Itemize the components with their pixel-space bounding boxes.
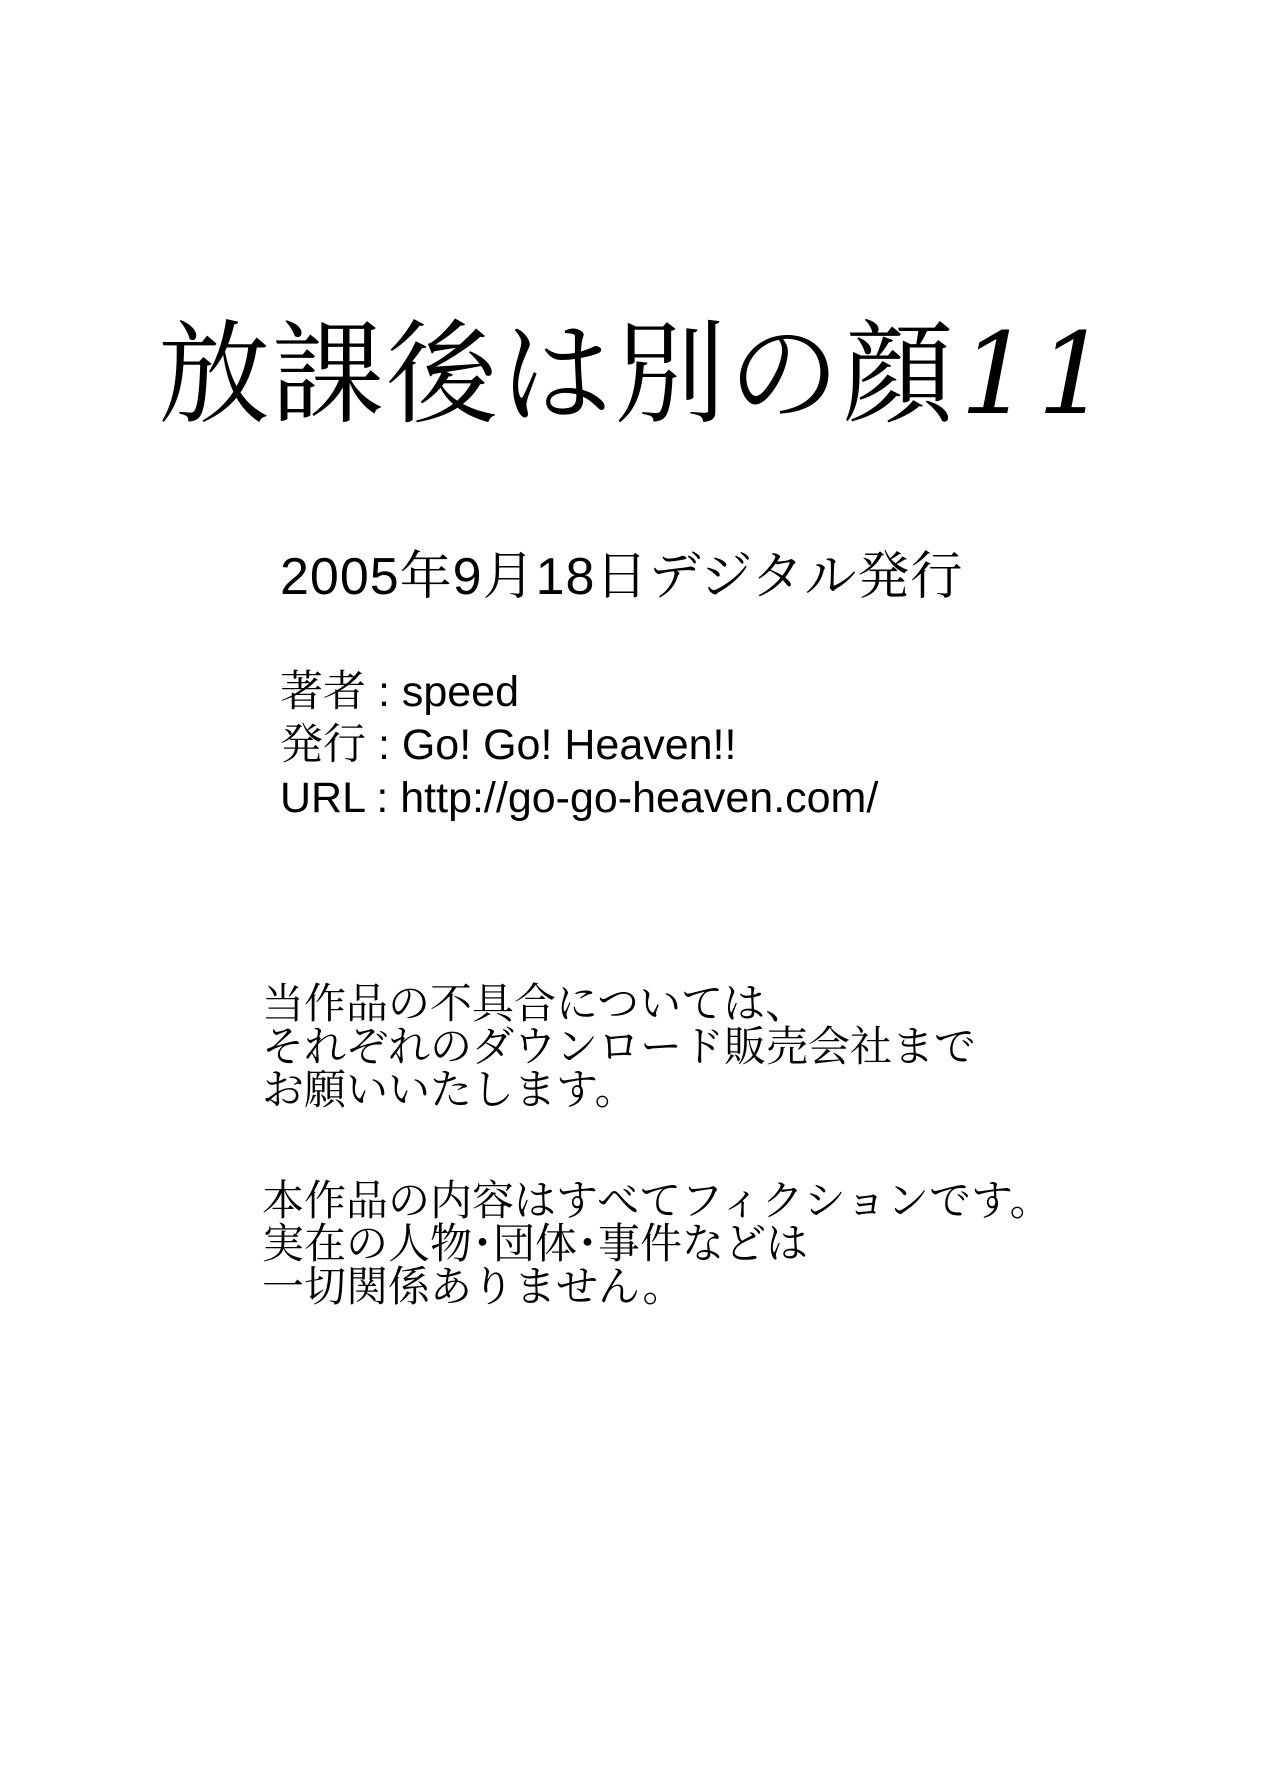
- title-text: 放課後は別の顔: [158, 310, 956, 440]
- author-line: 著者 : speed: [280, 668, 519, 716]
- publication-date: 2005年9月18日デジタル発行: [280, 548, 964, 606]
- url-line: URL : http://go-go-heaven.com/: [280, 774, 879, 822]
- fiction-notice-line-3: 一切関係ありません。: [262, 1263, 685, 1310]
- fiction-notice-line-1: 本作品の内容はすべてフィクションです。: [262, 1177, 1052, 1224]
- page-title: [158, 310, 1115, 440]
- publisher-line: 発行 : Go! Go! Heaven!!: [280, 721, 737, 769]
- support-notice: [262, 982, 976, 1111]
- support-notice-line-2: それぞれのダウンロード販売会社まで: [262, 1023, 977, 1070]
- title-volume-number: 11: [960, 310, 1115, 440]
- fiction-notice-line-2: 実在の人物･団体･事件などは: [262, 1220, 809, 1267]
- credits-block: [280, 666, 878, 825]
- support-notice-line-1: 当作品の不具合については、: [262, 980, 808, 1027]
- support-notice-line-3: お願いいたします。: [262, 1066, 637, 1113]
- fiction-notice: [262, 1179, 1052, 1308]
